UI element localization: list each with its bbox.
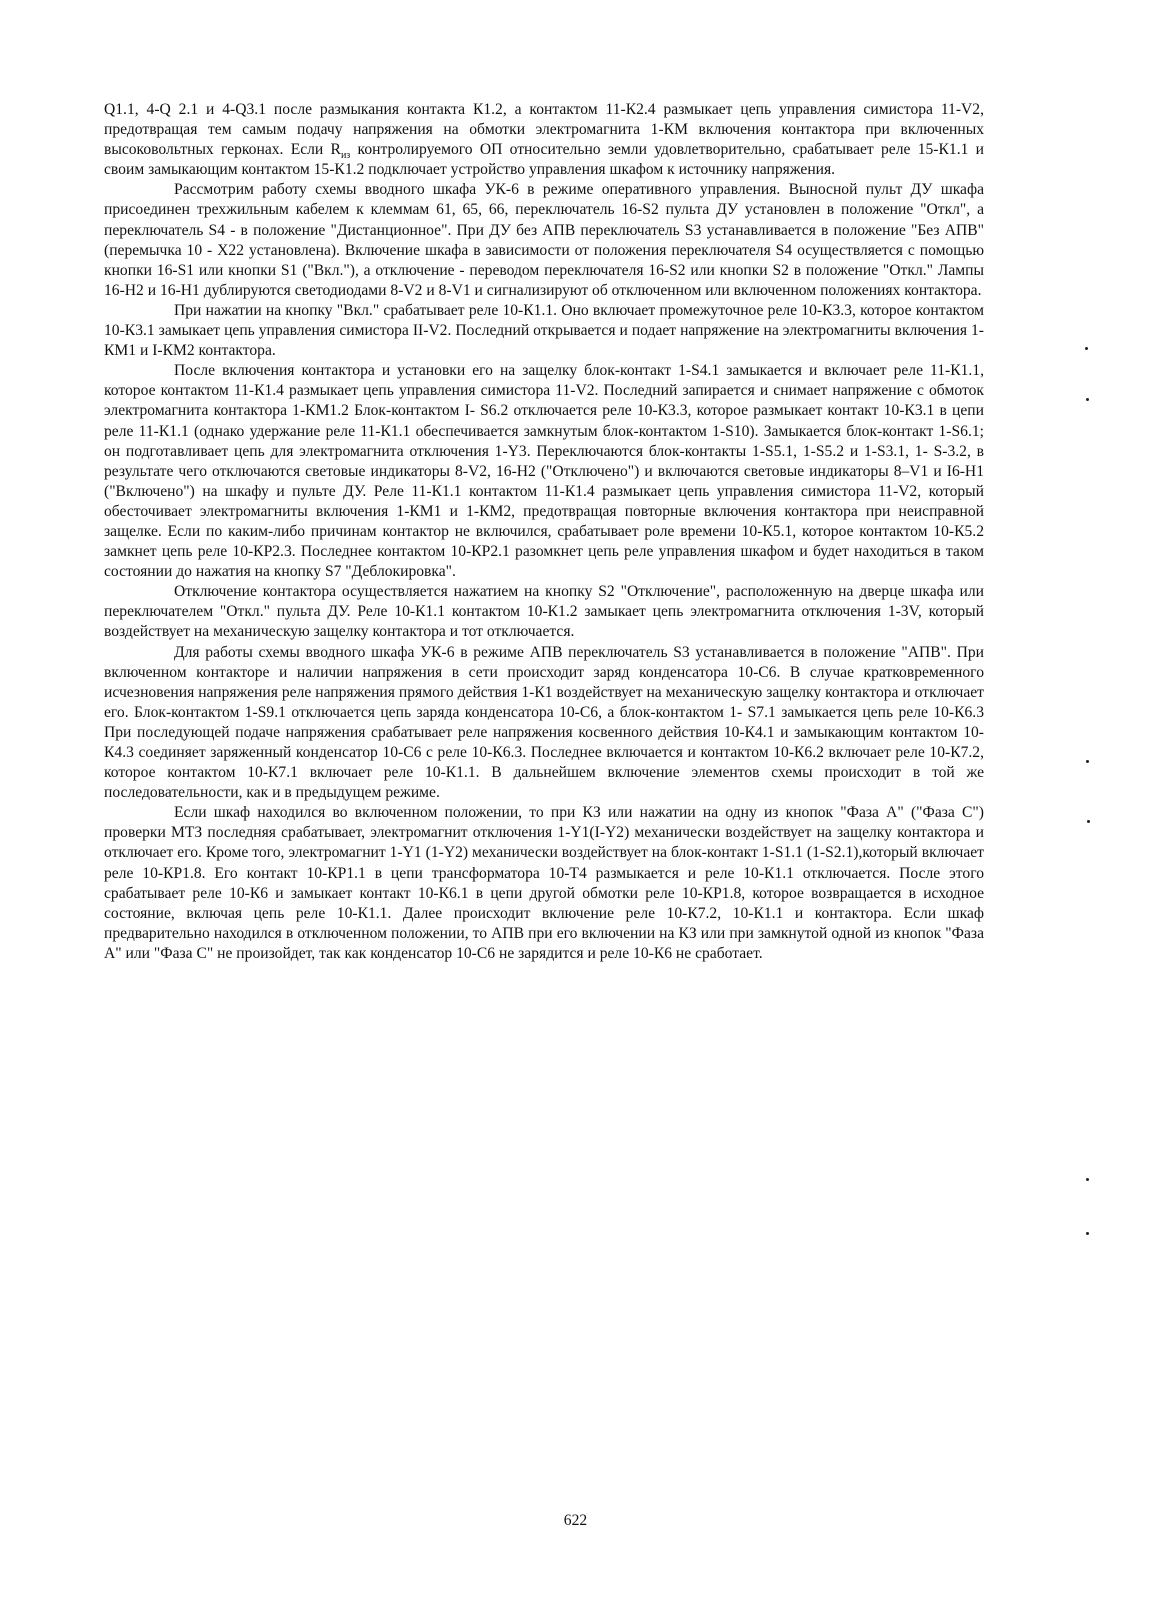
paragraph-4: После включения контактора и установки его на защелку блок-контакт 1-S4.1 замыкается и включает реле 11-К1.1, которое контактом 11-К1.4 размыкает цепь управления симистора 11-V2. Последний запирается и снимает напряжение с обмоток электромагнита контактора 1-КМ1.2 Блок-контактом I- S6.2 отключается реле 10-К3.3, которое размыкает контакт 10-К3.1 в цепи реле 11-К1.1 (однако удержание реле 11-К1.1 обеспечивается замкнутым блок-контактом 1-S10). Замыкается блок-контакт 1-S6.1; он подготавливает цепь для электромагнита отключения 1-Y3. Переключаются блок-контакты 1-S5.1, 1-S5.2 и 1-S3.1, 1- S-3.2, в результате чего отключаются световые индикаторы 8-V2, 16-Н2 ("Отключено") и включаются световые индикаторы 8–V1 и I6-Н1 ("Включено") на шкафу и пульте ДУ. Реле 11-К1.1 контактом 11-К1.4 размыкает цепь управления симистора 11-V2, который обесточивает электромагниты включения 1-КМ1 и 1-КМ2, предотвращая повторные включения контактора при неисправной защелке. Если по каким-либо причинам контактор не включился, срабатывает роле времени 10-К5.1, которое контактом 10-К5.2 замкнет цепь реле 10-КР2.3. Последнее контактом 10-КР2.1 разомкнет цепь реле управления шкафом и будет находиться в таком состоянии до нажатия на кнопку S7 "Деблокировка". xyxy=(104,362,984,581)
paragraph-1-tail: контролируемого ОП относительно земли удовлетворительно, срабатывает реле 15-К1.1 и своим замыкающим контактом 15-К1.2 подключает устройство управления шкафом к источнику напряжения. xyxy=(104,141,984,179)
scan-speck xyxy=(1086,398,1089,401)
paragraph-6: Для работы схемы вводного шкафа УК-6 в режиме АПВ переключатель S3 устанавливается в положение "АПВ". При включенном контакторе и наличии напряжения в сети происходит заряд конденсатора 10-С6. В случае кратковременного исчезновения напряжения реле напряжения прямого действия 1-К1 воздействует на механическую защелку контактора и отключает его. Блок-контактом 1-S9.1 отключается цепь заряда конденсатора 10-С6, а блок-контактом 1- S7.1 замыкается цепь реле 10-К6.3 При последующей подаче напряжения срабатывает реле напряжения косвенного действия 10-К4.1 и замыкающим контактом 10-К4.3 соединяет заряженный конденсатор 10-С6 с реле 10-К6.3. Последнее включается и контактом 10-К6.2 включает реле 10-К7.2, которое контактом 10-К7.1 включает реле 10-К1.1. В дальнейшем включение элементов схемы происходит в той же последовательности, как и в предыдущем режиме. xyxy=(104,643,984,802)
scan-speck xyxy=(1086,1178,1089,1181)
subscript-text: из xyxy=(340,150,351,162)
paragraph-7: Если шкаф находился во включенном положении, то при КЗ или нажатии на одну из кнопок "Фаза А" ("Фаза С") проверки МТЗ последняя срабатывает, электромагнит отключения 1-Y1(I-Y2) механически воздействует на защелку контактора и отключает его. Кроме того, электромагнит 1-Y1 (1-Y2) механически воздействует на блок-контакт 1-S1.1 (1-S2.1),который включает реле 10-КР1.8. Его контакт 10-КР1.1 в цепи трансформатора 10-Т4 размыкается и реле 10-К1.1 отключается. После этого срабатывает реле 10-К6 и замыкает контакт 10-К6.1 в цепи другой обмотки реле 10-КР1.8, которое возвращается в исходное состояние, включая цепь реле 10-К1.1. Далее происходит включение реле 10-К7.2, 10-К1.1 и контактора. Если шкаф предварительно находился в отключенном положении, то АПВ при его включении на КЗ или при замкнутой одной из кнопок "Фаза А" или "Фаза С" не произойдет, так как конденсатор 10-С6 не зарядится и реле 10-К6 не сработает. xyxy=(104,804,984,962)
paragraph-2: Рассмотрим работу схемы вводного шкафа УК-6 в режиме оперативного управления. Выносной пульт ДУ шкафа присоединен трехжильным кабелем к клеммам 61, 65, 66, переключатель 16-S2 пульта ДУ установлен в положение "Откл", а переключатель S4 - в положение "Дистанционное". При ДУ без АПВ переключатель S3 устанавливается в положение "Без АПВ" (перемычка 10 - Х22 установлена). Включение шкафа в зависимости от положения переключателя S4 осуществляется с помощью кнопки 16-S1 или кнопки S1 ("Вкл."), а отключение - переводом переключателя 16-S2 или кнопки S2 в положение "Откл." Лампы 16-Н2 и 16-Н1 дублируются светодиодами 8-V2 и 8-V1 и сигнализируют об отключенном или включенном положениях контактора. xyxy=(104,181,984,299)
paragraph-5: Отключение контактора осуществляется нажатием на кнопку S2 "Отключение", расположенную на дверце шкафа или переключателем "Откл." пульта ДУ. Реле 10-К1.1 контактом 10-К1.2 замыкает цепь электромагнита отключения 1-3V, который воздействует на механическую защелку контактора и тот отключается. xyxy=(104,583,984,641)
paragraph-3: При нажатии на кнопку "Вкл." срабатывает реле 10-К1.1. Оно включает промежуточное реле 10-К3.3, которое контактом 10-К3.1 замыкает цепь управления симистора II-V2. Последний открывается и подает напряжение на электромагниты включения 1-КМ1 и I-КМ2 контактора. xyxy=(104,301,984,360)
paragraph-1 xyxy=(104,100,984,180)
page-number: 622 xyxy=(563,1512,588,1529)
scan-speck xyxy=(1087,820,1090,823)
scan-speck xyxy=(1085,347,1088,350)
scan-speck xyxy=(1086,1232,1089,1235)
scan-speck xyxy=(1086,760,1089,763)
paragraph-1-text: Q1.1, 4-Q 2.1 и 4-Q3.1 после размыкания контакта К1.2, а контактом 11-К2.4 размыкает цепь управления симистора 11-V2, предотвращая тем самым подачу напряжения на обмотки электромагнита 1-КМ включения контактора при включенных высоковольтных герконах. Если R xyxy=(104,101,984,159)
body-text xyxy=(104,100,984,964)
